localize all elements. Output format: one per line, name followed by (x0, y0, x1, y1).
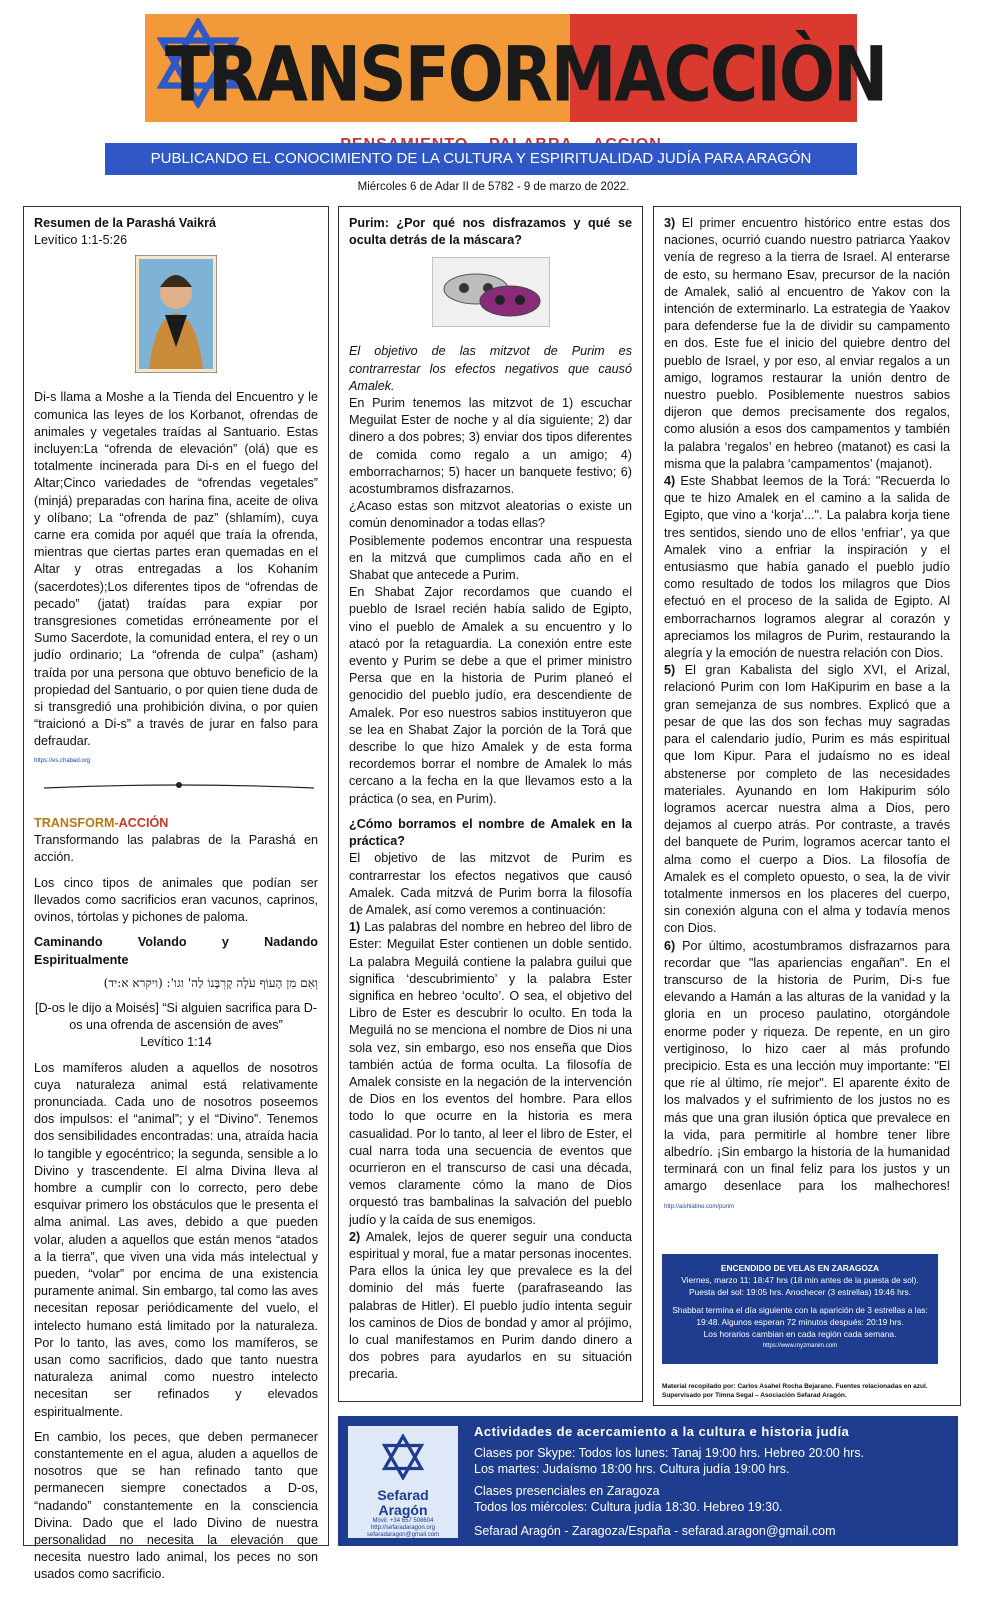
candle-shabbat-end: Shabbat termina el día siguiente con la aparición de 3 estrellas a las: 19:48. Algunos esperan 72 minutos después: 20:19 hrs. (672, 1305, 928, 1327)
point-4-text: Este Shabbat leemos de la Torá: "Recuerda lo que te hizo Amalek en el camino a la salida de Egipto, que vino a ‘korja’...". La palabra korja tiene tres sentidos, siendo uno de ellos ‘enfriar’, ya que Amalek vino a enfriar la inspiración y el entusiasmo que había ganado el pueblo judío como resultado de todos los milagros que Dios efectuó en el proceso de la salida de Egipto. Al emborracharnos logramos alegrar al corazón y apreciamos los milagros de Purim, restaurando la alegría y la emoción de nuestra relación con Dios. (664, 474, 950, 661)
column-purim-continued (653, 206, 961, 1406)
activities-title: Actividades de acercamiento a la cultura e historia judía (474, 1424, 850, 1439)
purim-intro: El objetivo de las mitzvot de Purim es contrarrestar los efectos negativos que causó Amalek. (349, 344, 632, 393)
ornamental-divider (44, 780, 314, 792)
point-4 (664, 473, 950, 662)
shabat-zajor-paragraph: En Shabat Zajor recordamos que cuando el pueblo de Israel recién había salido de Egipto, vino el pueblo de Amalek a su encuentro y lo atacó por la retaguardia. La conexión entre este evento y Purim se debe a que el primer ministro Persa que en la historia de Purim planeó el genocidio del pueblo judío, era descendiente de Amalek. Por eso nuestros sabios instituyeron que se lea en Shabat Zajor la porción de la Torá que describe lo que hizo Amalek y de esta forma recordemos borrar el nombre de Amalek lo más cercano a la fecha en la que llevamos esto a la práctica (o sea, en Purim). (349, 585, 632, 806)
verse-reference: Levítico 1:14 (140, 1035, 212, 1050)
point-2-text: Amalek, lejos de querer seguir una conducta espiritual y moral, fue a matar personas inocentes. Para ellos la única ley que prevalece es la del dominio del más fuerte (parafraseando las palabras de Hitler). El pueblo judío intenta seguir los caminos de Dios de bondad y amor al prójimo, lo cual manifestamos en Purim dando dinero a dos pobres para ayudarlos en su situación precaria. (349, 1229, 632, 1382)
in-person-classes-title: Clases presenciales en Zaragoza (474, 1484, 660, 1498)
point-6 (664, 938, 950, 1216)
point-1 (349, 919, 632, 1229)
point-4-number: 4) (664, 474, 676, 489)
candle-friday: Viernes, marzo 11: 18:47 hrs (18 min antes de la puesta de sol). (681, 1275, 919, 1285)
logo-contacts: Móvil: +34 657 508604 http://sefaradaragon.org sefaradaragon@gmail.com (366, 1518, 440, 1538)
verse-translation: [D-os le dijo a Moisés] “Si alguien sacrifica para D-os una ofrenda de ascensión de aves” (34, 1000, 318, 1033)
section-heading-walking-flying: Caminando Volando y Nadando Espiritualmente (34, 935, 318, 967)
transform-accion-subtitle: Transformando las palabras de la Parashá en acción. (34, 833, 318, 865)
candle-link[interactable]: https://www.myzmanim.com (762, 1343, 838, 1349)
candle-title: ENCENDIDO DE VELAS EN ZARAGOZA (720, 1263, 880, 1273)
point-1-text: Las palabras del nombre en hebreo del libro de Ester: Meguilat Ester contienen un doble sentido. La palabra Meguilá contiene la palabra guilui que significa ‘descubrimiento’ y la palabra Ester significa en hebreo ‘oculto’. O sea, el objetivo del Libro de Ester es descubrir lo oculto. En toda la Meguilá no se menciona el nombre de Dios ni una sola vez, sin embargo, eso nos enseña que Dios también actúa de forma oculta. La filosofía de Amalek consiste en la negación de la intervención de Dios en los eventos del hombre. Para ellos todo lo que ocurre en la historia es mera casualidad. Por lo tanto, al leer el libro de Ester, el cual narra toda una secuencia de eventos que ocurrieron en el transcurso de casi una década, vemos claramente cómo la mano de Dios orquestó tras bambalinas la salvación del pueblo judío y la caída de sus enemigos. (349, 920, 632, 1227)
candle-note: Los horarios cambian en cada región cada semana. (703, 1329, 897, 1339)
purim-title: Purim: ¿Por qué nos disfrazamos y qué se oculta detrás de la máscara? (349, 216, 632, 248)
point-5-number: 5) (664, 663, 676, 678)
point-6-number: 6) (664, 938, 676, 953)
point-6-text: Por último, acostumbramos disfrazarnos para recordar que "las apariencias engañan". En el transcurso de la historia de Purim, Di-s fue elevando a Hamán a las alturas de la vanidad y la gloria en un proceso paulatino, otorgándole enorme poder y riqueza. De repente, en un giro vertiginoso, lo hizo caer al más profundo precipicio. Esta es una lección muy importante: "El que ríe al último, ríe mejor". El aparente éxito de los malvados y el sufrimiento de los justos no es más que una gran ilusión óptica que prevalece en la vida, para permitirle al hombre tener libre albedrío. ¡Sin embargo la historia de la humanidad terminará con un final feliz para los justos y un amargo desenlace para los malhechores! (664, 938, 951, 1194)
star-of-david-icon (380, 1434, 426, 1480)
logo-text: Sefarad Aragón (377, 1487, 429, 1518)
skype-classes-monday: Clases por Skype: Todos los lunes: Tanaj 19:00 hrs. Hebreo 20:00 hrs. (474, 1446, 865, 1460)
candle-lighting-box (662, 1254, 938, 1364)
point-5 (664, 662, 950, 937)
column-purim (338, 206, 643, 1402)
point-3-text: El primer encuentro histórico entre estas dos naciones, ocurrió cuando nuestro patriarca Yaakov venía de regreso a la tierra de Israel. Al enterarse de esto, su hermano Esav, precursor de la nación de Amalek, salió al encuentro de Yakov con la intención de exterminarlo. La estrategia de Yaakov para defenderse fue la de dividir su campamento en dos. Este fue el inicio del quiebre dentro del pueblo de Israel, y por eso, al enviar regalos a un amigo, logramos restaurar la unión dentro de nuestro pueblo. Posiblemente nuestros sabios dijeron que demos precisamente dos regalos, como alusión a esos dos campamentos y también la palabra ‘regalos’ en hebreo (matanot) es casi la misma que la palabra ‘campamentos’ (majanot). (664, 216, 950, 471)
masks-image (432, 257, 550, 327)
masthead (145, 14, 887, 124)
aish-link[interactable]: http://aishlatino.com/purim (664, 1203, 735, 1210)
point-3-number: 3) (664, 216, 676, 230)
mission-banner: PUBLICANDO EL CONOCIMIENTO DE LA CULTURA Y ESPIRITUALIDAD JUDÍA PARA ARAGÓN (105, 143, 857, 175)
credit-supervised: Supervisado por Timna Segal – Asociación Sefarad Aragón. (662, 1392, 847, 1399)
animals-paragraph: Los cinco tipos de animales que podían ser llevados como sacrificios eran vacunos, caprinos, ovinos, tórtolas y pichones de paloma. (34, 875, 318, 925)
credits (662, 1382, 952, 1400)
point-2-number: 2) (349, 1229, 361, 1244)
issue-date: Miércoles 6 de Adar II de 5782 - 9 de marzo de 2022. (357, 181, 630, 193)
point-1-number: 1) (349, 920, 361, 935)
mammals-paragraph: Los mamíferos aluden a aquellos de nosotros cuya naturaleza animal está relativamente pronunciada. Cada uno de nosotros poseemos dos impulsos: el “animal”; y el “Divino”. Tenemos dos sensibilidades encontradas: una, atraída hacia lo tangible y egocéntrico; la segunda, sensible a lo Divino y trascendente. El alma Divina lleva al hombre a cumplir con lo correcto, pero debe esquivar primero los obstáculos que le presenta el alma animal. Las aves, debido a que pueden volar, aluden a aquellos que están menos “atados a la tierra”, que viven una vida más intelectual y pueden, “volar” por encima de una existencia puramente animal. Sin embargo, tal como las aves necesitan reposar periódicamente del vuelo, el intelecto humano está limitado por la naturaleza. Por lo tanto, las aves, como los mamíferos, se usan como sacrificios, dado que tanto nuestra naturaleza animal como nuestro intelecto necesitan ser refinados y elevados espiritualmente. (34, 1060, 318, 1419)
contact-line[interactable]: Sefarad Aragón - Zaragoza/España - sefarad.aragon@gmail.com (474, 1524, 836, 1538)
point-2 (349, 1229, 632, 1384)
parasha-summary: Di-s llama a Moshe a la Tienda del Encuentro y le comunica las leyes de los Korbanot, ofrendas de animales y vegetales traídas al Santuario. Estas incluyen:La “ofrenda de elevación” (olá) que es totalmente incinerada para Di-s en el fuego del Altar;Cinco variedades de “ofrendas vegetales” (minjá) preparadas con harina fina, aceite de oliva y olíbano; La “ofrenda de paz” (shlamím), cuya carne era comida por aquél que traía la ofrenda, mientras que ciertas partes eran quemadas en el Altar y otras entregadas a los Kohaním (sacerdotes);Los diferentes tipos de “ofrendas de pecado” (jatat) traídas para expiar por transgresiones cometidas erróneamente por el Sumo Sacerdote, la comunidad entera, el rey o un judío ordinario; La “ofrenda de culpa” (asham) traída por una persona que obtuvo beneficio de la propiedad del Santuario, o por quien tiene duda de si transgredió una prohibición divina, o por quien “traicionó a Di-s” a través de jurar en falso para defraudar. (34, 390, 318, 749)
moses-portrait-image (135, 255, 217, 373)
column-parasha (23, 206, 329, 1582)
fish-paragraph: En cambio, los peces, que deben permanecer constantemente en el agua, aluden a aquellos de nosotros que se han refinado tanto que permanecen siempre conectados a D-os, “nadando” constantemente en la consciencia Divina. Dado que el lado Divino de nuestra personalidad no necesita la elevación que necesita nuestro lado animal, los peces no son usados como sacrificio. (34, 1429, 318, 1582)
credit-compiled: Material recopilado por: Carlos Asahel Rocha Bejarano. Fuentes relacionadas en azul. (662, 1383, 928, 1390)
sefarad-aragon-logo (348, 1426, 458, 1538)
in-person-classes-wednesday: Todos los miércoles: Cultura judía 18:30. Hebreo 19:30. (474, 1500, 783, 1514)
parasha-title: Resumen de la Parashá Vaikrá (34, 216, 217, 230)
purim-question: ¿Acaso estas son mitzvot aleatorias o existe un común denominador a todas ellas? (349, 499, 632, 531)
transform-accion-heading-b: ACCIÓN (118, 816, 169, 831)
section-heading-amalek: ¿Cómo borramos el nombre de Amalek en la práctica? (349, 816, 632, 849)
purim-answer-intro: Posiblemente podemos encontrar una respuesta en la mitzvá que cumplimos cada año en el Shabat que antecede a Purim. (349, 533, 632, 583)
masthead-title: TRANSFORMACCIÒN (165, 30, 887, 119)
skype-classes-tuesday: Los martes: Judaísmo 18:00 hrs. Cultura judía 19:00 hrs. (474, 1462, 790, 1476)
hebrew-verse: וְאִם מִן הָעוֹף עֹלָה קָרְבָּנוֹ לַה' וגו': (ויקרא א:יד) (103, 975, 318, 990)
purim-mitzvot-list: En Purim tenemos las mitzvot de 1) escuchar Meguilat Ester de noche y al día siguiente; 2) dar dinero a dos pobres; 3) enviar dos tipos diferentes de comida como regalo a un amigo; 4) emborracharnos; 5) hacer un banquete festivo; 6) acostumbramos disfrazarnos. (349, 396, 632, 497)
point-3 (664, 215, 950, 473)
transform-accion-heading (34, 815, 318, 832)
activities-banner (338, 1416, 958, 1546)
source-link[interactable]: https://es.chabad.org (34, 757, 91, 764)
point-5-text: El gran Kabalista del siglo XVI, el Arizal, relacionó Purim con Iom HaKipurim en base a la gran semejanza de sus nombres. Explicó que a pesar de que las dos son fechas muy sagradas para el calendario judío, Purim es más espiritual que Iom Kipur. Para el judaísmo no es ideal abstenerse por completo de las necesidades materiales. Ayunando en Iom Hakipurim sólo logramos acercar nuestra alma a Dios, pero dejamos al cuerpo atrás. Por contraste, a través del banquete de Purim, logramos acercar tanto el alma como el cuerpo a Dios. La filosofía de Amalek es el completo opuesto, o sea, la de vivir totalmente inmersos en los placeres del cuerpo, sin conexión alguna con el alma y todavía menos con Dios. (664, 663, 950, 936)
candle-sunset: Puesta del sol: 19:05 hrs. Anochecer (3 estrellas) 19:46 hrs. (688, 1287, 912, 1297)
parasha-reference: Levítico 1:1-5:26 (34, 233, 128, 248)
transform-accion-heading-a: TRANSFORM- (34, 816, 119, 831)
amalek-intro: El objetivo de las mitzvot de Purim es contrarrestar los efectos negativos que causó Amalek. Cada mitzvá de Purim borra la filosofía de Amalek, así como veremos a continuación: (349, 851, 632, 917)
